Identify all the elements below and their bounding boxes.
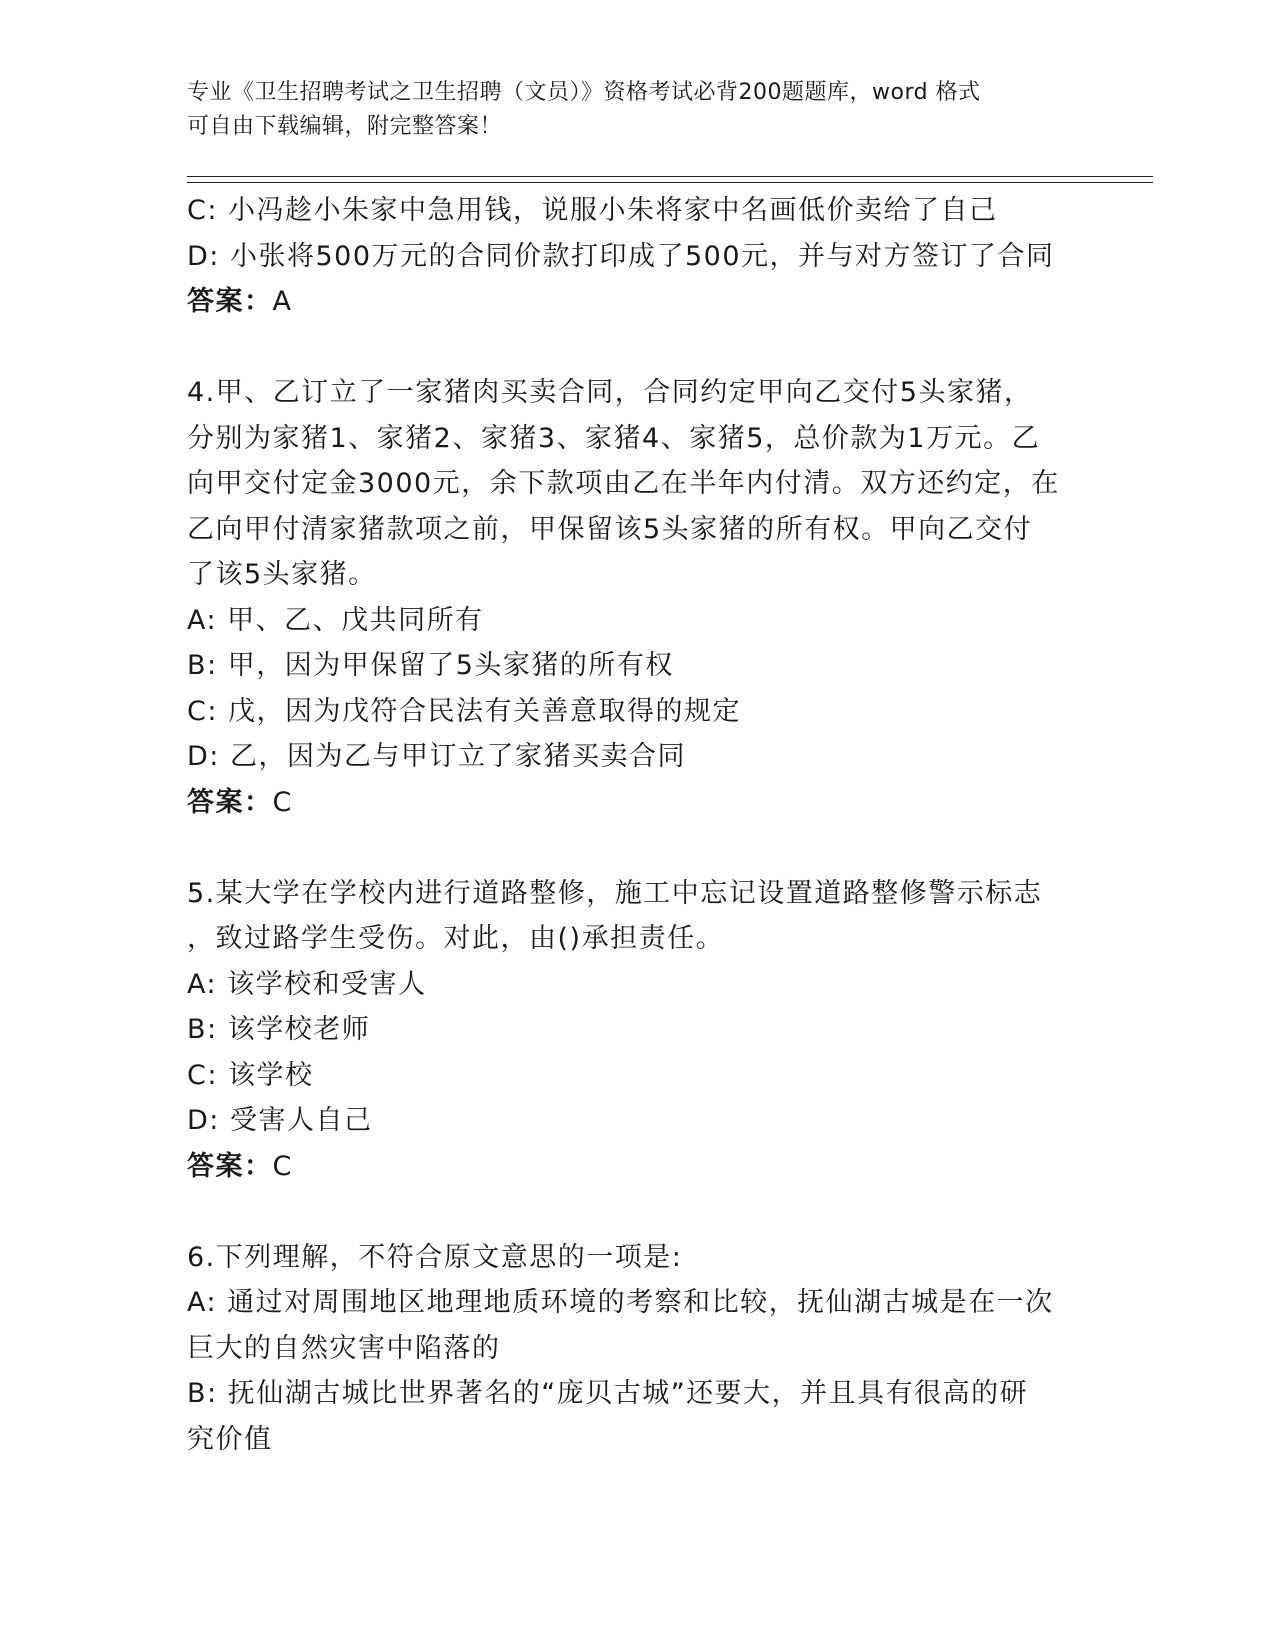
- question-content: [187, 188, 1087, 1462]
- option-c: C: 戊，因为戊符合民法有关善意取得的规定: [187, 695, 742, 727]
- answer-value: C: [272, 786, 293, 818]
- option-b-continued: 究价值: [187, 1423, 273, 1455]
- answer-value: A: [272, 286, 293, 317]
- question-text: 分别为家猪1、家猪2、家猪3、家猪4、家猪5，总价款为1万元。乙: [187, 422, 1041, 454]
- option-a: A: 该学校和受害人: [187, 968, 427, 1000]
- question-block: [187, 871, 1087, 1190]
- question-text: 向甲交付定金3000元，余下款项由乙在半年内付清。双方还约定，在: [187, 468, 1060, 499]
- option-d: D: 乙，因为乙与甲订立了家猪买卖合同: [187, 741, 686, 772]
- option-b: B: 抚仙湖古城比世界著名的“庞贝古城”还要大，并且具有很高的研: [187, 1378, 1029, 1409]
- option-c: C: 该学校: [187, 1059, 314, 1091]
- block-spacer: [187, 1189, 1087, 1235]
- option-a: A: 通过对周围地区地理地质环境的考察和比较，抚仙湖古城是在一次: [187, 1287, 1054, 1318]
- question-text: 了该5头家猪。: [187, 559, 377, 590]
- question-text: 乙向甲付清家猪款项之前，甲保留该5头家猪的所有权。甲向乙交付: [187, 513, 1033, 545]
- answer-line: [187, 780, 1087, 826]
- answer-value: C: [272, 1150, 293, 1182]
- block-spacer: [187, 325, 1087, 371]
- answer-label: 答案：: [187, 286, 273, 317]
- answer-line: [187, 1144, 1087, 1190]
- header-line-1: 专业《卫生招聘考试之卫生招聘（文员）》资格考试必背200题题库，word 格式: [187, 80, 981, 105]
- question-text: ，致过路学生受伤。对此，由()承担责任。: [187, 923, 725, 954]
- document-header: [187, 76, 1087, 144]
- answer-label: 答案：: [187, 1150, 273, 1182]
- option-b: B: 该学校老师: [187, 1014, 371, 1045]
- question-block: [187, 1235, 1087, 1463]
- answer-label: 答案：: [187, 786, 273, 818]
- header-divider-bottom: [187, 182, 1153, 183]
- option-a-continued: 巨大的自然灾害中陷落的: [187, 1332, 501, 1364]
- question-block: [187, 188, 1087, 325]
- answer-line: [187, 279, 1087, 325]
- question-text: 5.某大学在学校内进行道路整修，施工中忘记设置道路整修警示标志: [187, 877, 1043, 909]
- option-b: B: 甲，因为甲保留了5头家猪的所有权: [187, 650, 674, 681]
- question-text: 6.下列理解，不符合原文意思的一项是:: [187, 1241, 683, 1273]
- header-divider-top: [187, 176, 1153, 177]
- option-a: A: 甲、乙、戊共同所有: [187, 604, 484, 636]
- block-spacer: [187, 825, 1087, 871]
- option-c: C: 小冯趁小朱家中急用钱，说服小朱将家中名画低价卖给了自己: [187, 195, 998, 226]
- option-d: D: 小张将500万元的合同价款打印成了500元，并与对方签订了合同: [187, 240, 1055, 272]
- header-line-2: 可自由下载编辑，附完整答案！: [187, 114, 503, 139]
- question-block: [187, 370, 1087, 825]
- option-d: D: 受害人自己: [187, 1105, 373, 1136]
- question-text: 4.甲、乙订立了一家猪肉买卖合同，合同约定甲向乙交付5头家猪，: [187, 377, 1033, 408]
